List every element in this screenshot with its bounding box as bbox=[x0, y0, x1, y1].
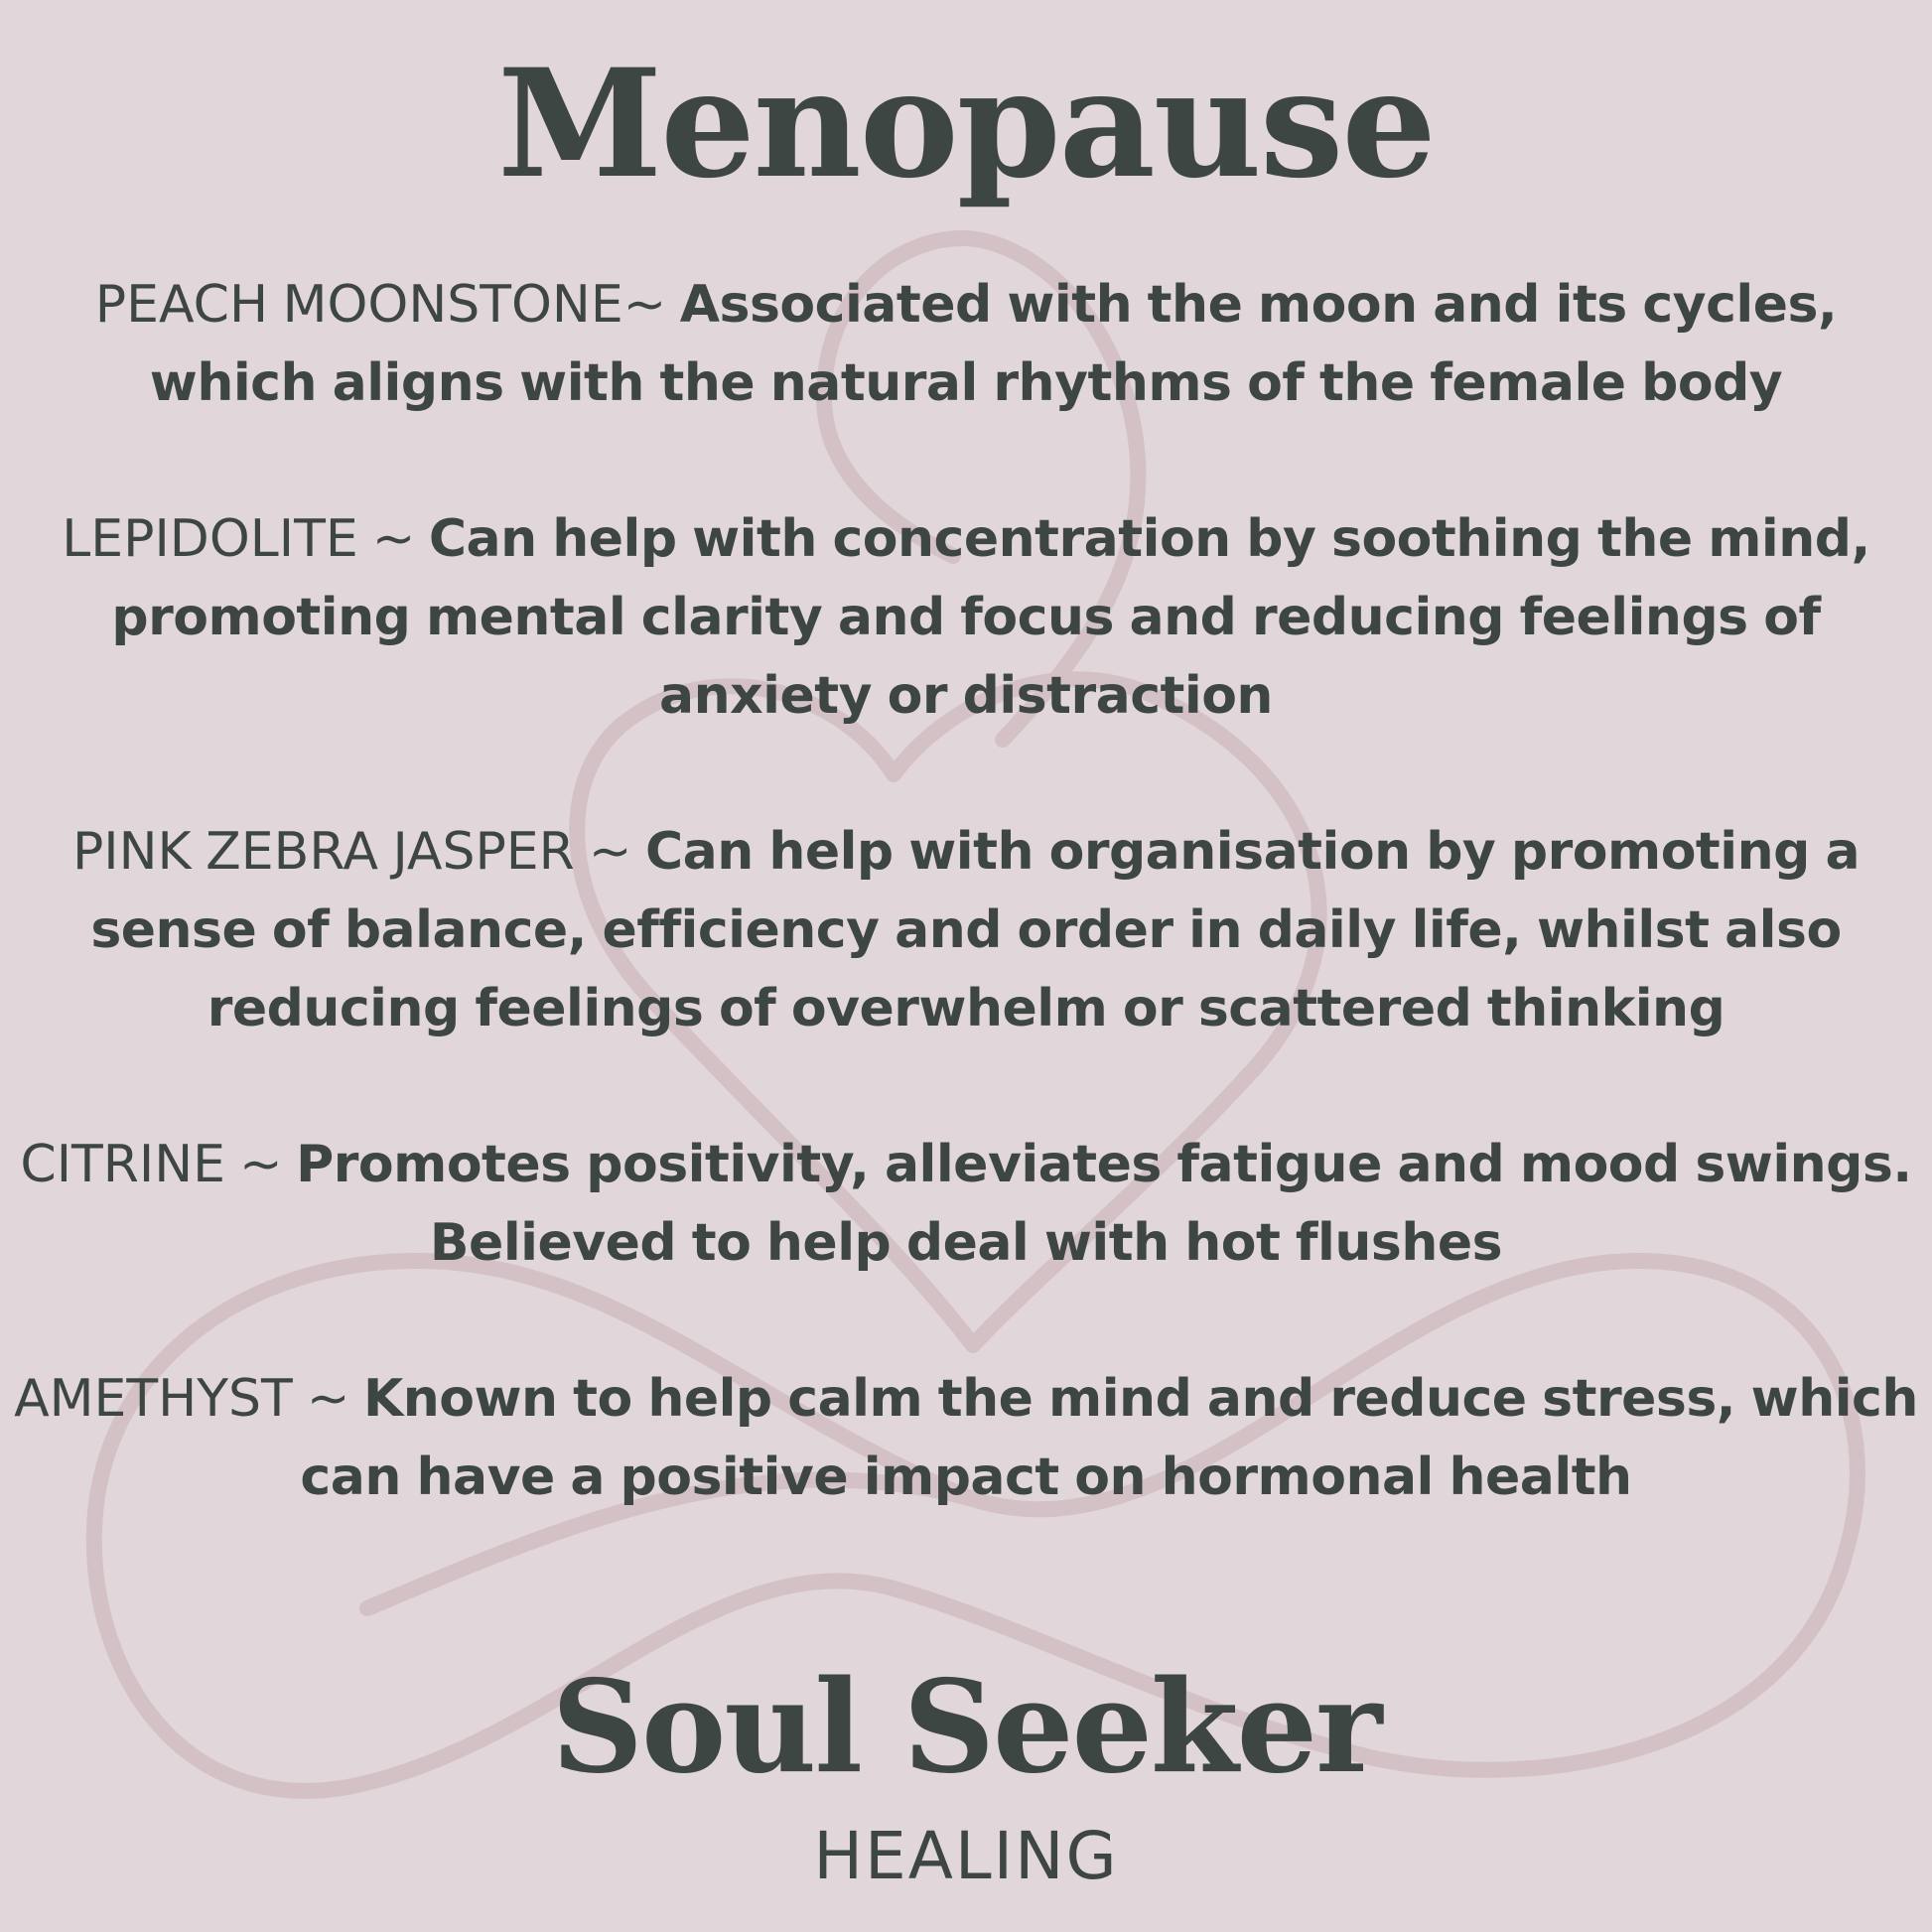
separator: ~ bbox=[292, 1369, 363, 1429]
crystal-list bbox=[0, 266, 1932, 1594]
crystal-name: LEPIDOLITE bbox=[62, 509, 358, 569]
crystal-name: CITRINE bbox=[20, 1135, 226, 1194]
page-title: Menopause bbox=[497, 37, 1435, 211]
crystal-description: Can help with organisation by promoting a sense of balance, efficiency and order in daily life, whilst also reducing feelings of overwhelm or scattered thinking bbox=[90, 822, 1861, 1038]
list-item bbox=[13, 813, 1919, 1048]
crystal-name: AMETHYST bbox=[14, 1369, 293, 1429]
crystal-name: PEACH MOONSTONE bbox=[94, 275, 623, 335]
list-item bbox=[13, 500, 1919, 736]
crystal-description: Associated with the moon and its cycles, which aligns with the natural rhythms of the female body bbox=[149, 275, 1838, 413]
crystal-description: Promotes positivity, alleviates fatigue and mood swings. Believed to help deal with hot flushes bbox=[296, 1135, 1912, 1273]
brand-name: Soul Seeker bbox=[551, 1653, 1381, 1802]
separator: ~ bbox=[622, 275, 680, 335]
separator: ~ bbox=[574, 822, 645, 882]
crystal-description: Can help with concentration by soothing the mind, promoting mental clarity and focus and reducing feelings of anxiety or distraction bbox=[111, 509, 1870, 726]
crystal-name: PINK ZEBRA JASPER bbox=[71, 822, 575, 882]
list-item bbox=[13, 1126, 1919, 1283]
list-item bbox=[13, 266, 1919, 423]
list-item bbox=[13, 1360, 1919, 1517]
brand-tagline: HEALING bbox=[813, 1818, 1119, 1894]
separator: ~ bbox=[225, 1135, 297, 1194]
separator: ~ bbox=[357, 509, 429, 569]
crystal-description: Known to help calm the mind and reduce stress, which can have a positive impact on hormonal health bbox=[300, 1369, 1918, 1507]
